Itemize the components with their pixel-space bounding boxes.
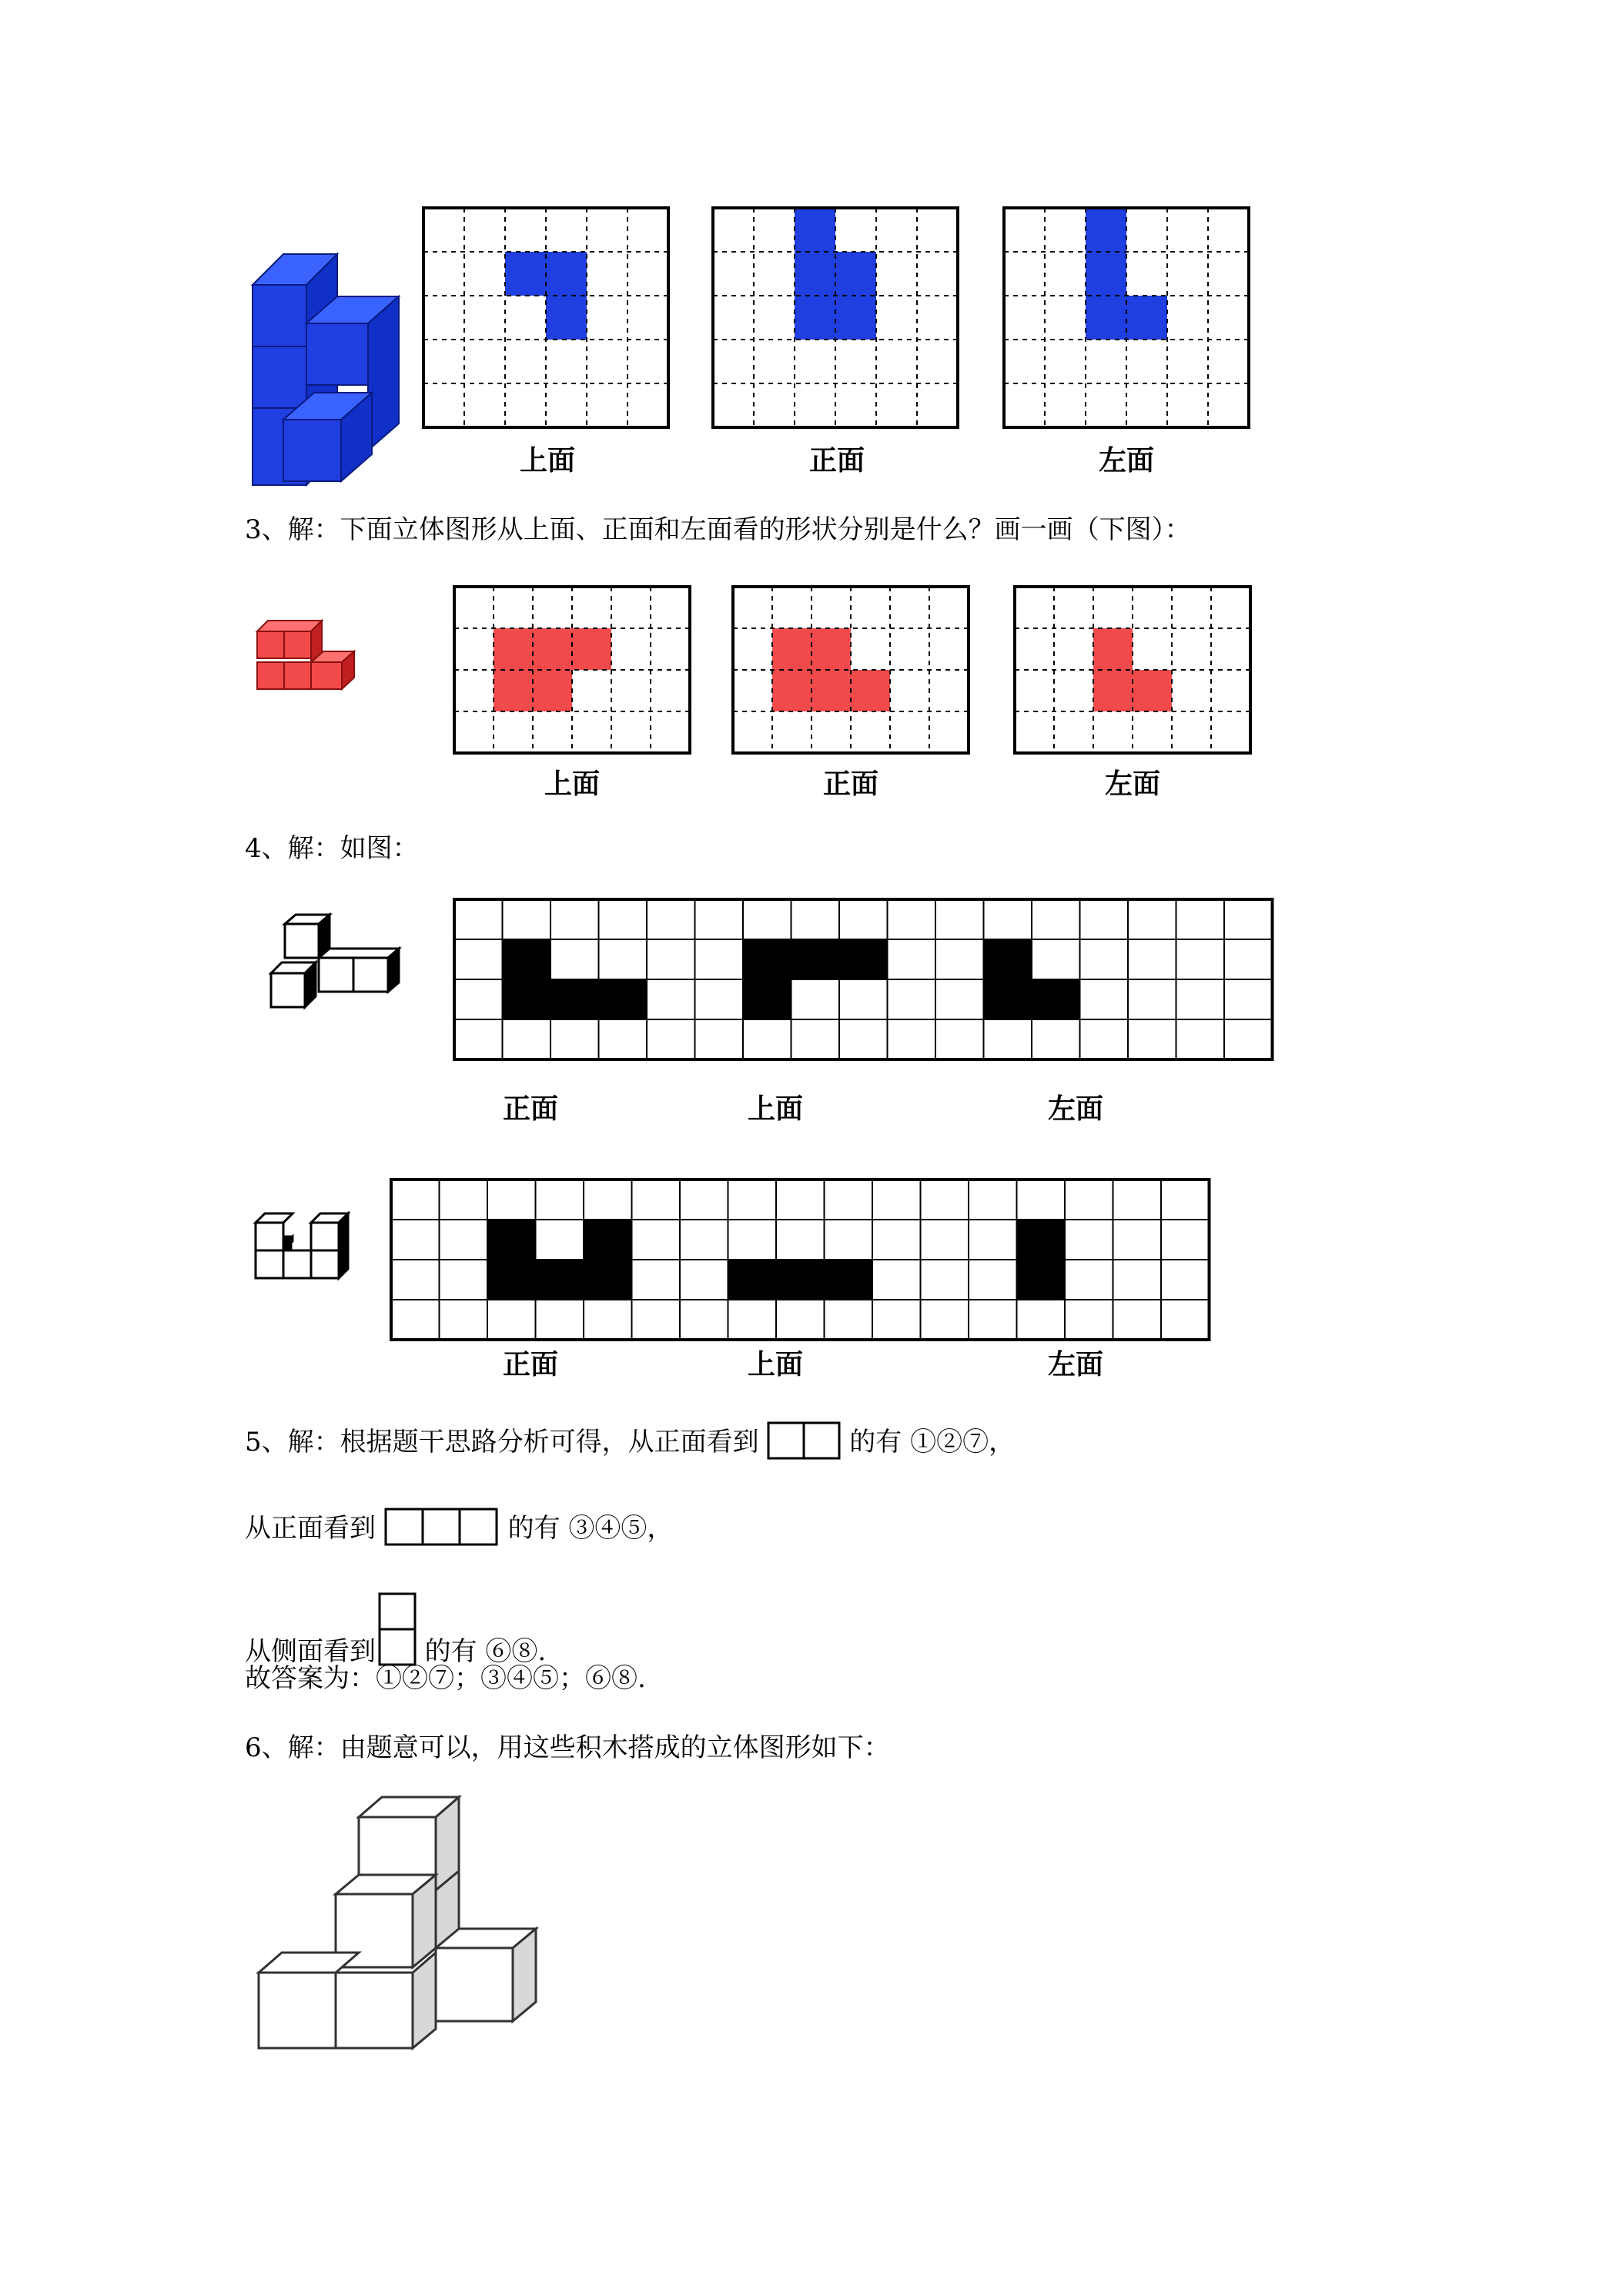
- grid-fill-cell: [487, 1220, 536, 1260]
- grid-fill-cell: [494, 670, 533, 711]
- grid-fill-cell: [825, 1260, 873, 1300]
- grid-fill-cell: [1086, 296, 1126, 340]
- grid-fill-cell: [851, 670, 890, 711]
- grid-fill-cell: [1017, 1220, 1066, 1260]
- cube-solid-a: [265, 909, 419, 1024]
- two-square-icon: [767, 1421, 841, 1460]
- line-3-prefix: 从侧面看到: [245, 1636, 376, 1667]
- grid-fill-cell: [546, 296, 587, 340]
- section-5-answer: 故答案为：①②⑦；③④⑤；⑥⑧.: [245, 1663, 646, 1694]
- grid-fill-cell: [795, 208, 835, 252]
- grid-fill-cell: [791, 939, 840, 979]
- grid-fill-cell: [1017, 1260, 1066, 1300]
- grid-front-view-blue: [711, 206, 962, 431]
- grid-fill-cell: [795, 296, 835, 340]
- grid-top-view-blue: [422, 206, 673, 431]
- three-square-icon: [384, 1508, 500, 1546]
- label-top-a: 上面: [747, 1093, 803, 1125]
- label-left-a: 左面: [1047, 1093, 1103, 1125]
- grid-fill-cell: [503, 939, 551, 979]
- white-cube-solid: [254, 1794, 547, 2063]
- grid-fill-cell: [795, 252, 835, 296]
- label-front-b: 正面: [502, 1349, 558, 1381]
- line-2-prefix: 从正面看到: [245, 1513, 376, 1544]
- label-left-view: 左面: [1098, 445, 1154, 477]
- label-left-view-red: 左面: [1104, 768, 1160, 800]
- grid-fill-cell: [584, 1260, 632, 1300]
- grid-fill-cell: [743, 939, 791, 979]
- label-top-view-red: 上面: [544, 768, 600, 800]
- grid-fill-cell: [728, 1260, 777, 1300]
- line-1-suffix: 的有 ①②⑦，: [849, 1427, 1016, 1458]
- blue-cube-solid: [245, 239, 408, 485]
- grid-views-a: [453, 898, 1275, 1063]
- grid-fill-cell: [839, 939, 888, 979]
- section-3-text: 3、解：下面立体图形从上面、正面和左面看的形状分别是什么？画一画（下图）：: [245, 514, 1191, 545]
- grid-fill-cell: [1126, 296, 1167, 340]
- grid-fill-cell: [772, 628, 812, 670]
- label-left-b: 左面: [1047, 1349, 1103, 1381]
- grid-fill-cell: [1093, 670, 1133, 711]
- grid-left-view-red: [1013, 585, 1252, 762]
- grid-top-view-red: [453, 585, 691, 762]
- line-1-prefix: 5、解：根据题干思路分析可得，从正面看到: [245, 1427, 759, 1458]
- grid-fill-cell: [572, 628, 611, 670]
- grid-fill-cell: [984, 979, 1032, 1019]
- grid-fill-cell: [743, 979, 791, 1019]
- grid-fill-cell: [599, 979, 648, 1019]
- grid-fill-cell: [772, 670, 812, 711]
- grid-fill-cell: [812, 670, 851, 711]
- section-6-text: 6、解：由题意可以，用这些积木搭成的立体图形如下：: [245, 1732, 890, 1763]
- grid-fill-cell: [584, 1220, 632, 1260]
- grid-views-b: [390, 1178, 1212, 1343]
- label-front-a: 正面: [502, 1093, 558, 1125]
- grid-fill-cell: [1133, 670, 1172, 711]
- label-front-view-red: 正面: [822, 768, 878, 800]
- stacked-square-icon: [378, 1592, 417, 1668]
- grid-fill-cell: [1032, 979, 1080, 1019]
- grid-fill-cell: [835, 296, 876, 340]
- grid-fill-cell: [503, 979, 551, 1019]
- section-5-line-2: [245, 1511, 673, 1549]
- label-top-b: 上面: [747, 1349, 803, 1381]
- label-top-view: 上面: [519, 445, 575, 477]
- grid-fill-cell: [984, 939, 1032, 979]
- grid-fill-cell: [494, 628, 533, 670]
- line-3-suffix: 的有 ⑥⑧.: [424, 1636, 547, 1667]
- grid-fill-cell: [505, 252, 546, 296]
- grid-fill-cell: [550, 979, 599, 1019]
- grid-fill-cell: [487, 1260, 536, 1300]
- grid-left-view-blue: [1002, 206, 1253, 431]
- grid-fill-cell: [1093, 628, 1133, 670]
- section-5-line-1: [245, 1424, 1015, 1463]
- line-2-suffix: 的有 ③④⑤，: [507, 1513, 674, 1544]
- grid-fill-cell: [776, 1260, 825, 1300]
- grid-front-view-red: [731, 585, 970, 762]
- grid-fill-cell: [533, 670, 572, 711]
- grid-fill-cell: [533, 628, 572, 670]
- grid-fill-cell: [835, 252, 876, 296]
- section-4-text: 4、解：如图：: [245, 833, 419, 864]
- cube-solid-b: [253, 1206, 368, 1298]
- grid-fill-cell: [546, 252, 587, 296]
- grid-fill-cell: [1086, 252, 1126, 296]
- red-cube-solid: [248, 616, 371, 716]
- grid-fill-cell: [1086, 208, 1126, 252]
- label-front-view: 正面: [808, 445, 865, 477]
- grid-fill-cell: [536, 1260, 584, 1300]
- grid-fill-cell: [812, 628, 851, 670]
